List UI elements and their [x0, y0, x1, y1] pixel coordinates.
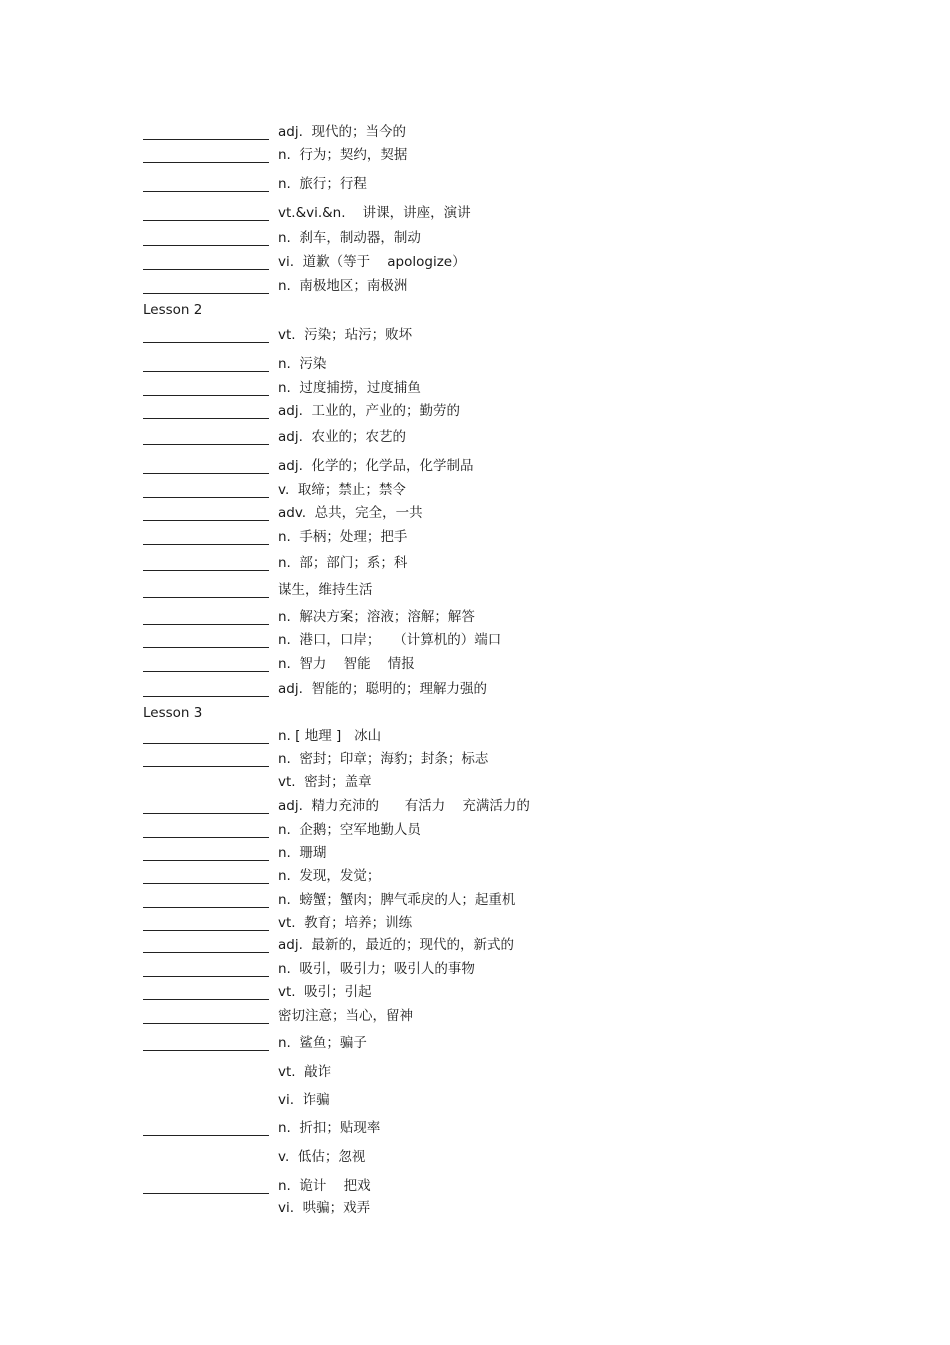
vocab-entry-row — [143, 1061, 843, 1081]
definition-text: n. 企鹅；空军地勤人员 — [278, 822, 421, 838]
vocab-entry-row — [143, 958, 843, 978]
vocab-entry-row — [143, 1197, 843, 1217]
vocab-entry-row — [143, 1032, 843, 1052]
answer-blank[interactable] — [143, 139, 269, 140]
vocab-entry-row — [143, 202, 843, 222]
answer-blank[interactable] — [143, 371, 269, 372]
answer-blank[interactable] — [143, 220, 269, 221]
vocab-entry-row — [143, 889, 843, 909]
definition-text: n. 污染 — [278, 356, 327, 372]
answer-blank[interactable] — [143, 999, 269, 1000]
vocab-entry-row — [143, 1175, 843, 1195]
answer-blank[interactable] — [143, 245, 269, 246]
definition-text: adj. 智能的；聪明的；理解力强的 — [278, 681, 487, 697]
definition-text: vt. 密封；盖章 — [278, 774, 372, 790]
definition-text: v. 低估；忽视 — [278, 1149, 366, 1165]
answer-blank[interactable] — [143, 766, 269, 767]
definition-text: n. 过度捕捞，过度捕鱼 — [278, 380, 421, 396]
vocab-entry-row — [143, 121, 843, 141]
answer-blank[interactable] — [143, 570, 269, 571]
vocab-entry-row — [143, 678, 843, 698]
definition-text: vt. 吸引；引起 — [278, 984, 372, 1000]
definition-text: 密切注意；当心，留神 — [278, 1008, 413, 1024]
answer-blank[interactable] — [143, 883, 269, 884]
definition-text: vi. 道歉（等于 apologize） — [278, 254, 466, 270]
definition-text: adj. 最新的，最近的；现代的，新式的 — [278, 937, 514, 953]
vocab-entry-row — [143, 377, 843, 397]
vocab-entry-row — [143, 400, 843, 420]
definition-text: n. 密封；印章；海豹；封条；标志 — [278, 751, 489, 767]
answer-blank[interactable] — [143, 395, 269, 396]
definition-text: n. 港口，口岸； （计算机的）端口 — [278, 632, 502, 648]
vocab-entry-row — [143, 1005, 843, 1025]
vocab-entry-row — [143, 426, 843, 446]
lesson-heading: Lesson 3 — [143, 705, 203, 721]
vocab-entry-row — [143, 606, 843, 626]
definition-text: adj. 现代的；当今的 — [278, 124, 406, 140]
lesson-heading: Lesson 2 — [143, 302, 203, 318]
definition-text: vi. 诈骗 — [278, 1092, 330, 1108]
answer-blank[interactable] — [143, 544, 269, 545]
vocab-entry-row — [143, 629, 843, 649]
vocab-entry-row — [143, 251, 843, 271]
definition-text: n. 鲨鱼；骗子 — [278, 1035, 367, 1051]
vocab-entry-row — [143, 934, 843, 954]
definition-text: 谋生，维持生活 — [278, 582, 373, 598]
definition-text: n. 吸引，吸引力；吸引人的事物 — [278, 961, 475, 977]
answer-blank[interactable] — [143, 860, 269, 861]
answer-blank[interactable] — [143, 813, 269, 814]
definition-text: vt. 敲诈 — [278, 1064, 332, 1080]
definition-text: vt. 教育；培养；训练 — [278, 915, 413, 931]
answer-blank[interactable] — [143, 293, 269, 294]
definition-text: n. 发现，发觉； — [278, 868, 381, 884]
vocab-entry-row — [143, 819, 843, 839]
definition-text: adv. 总共，完全，一共 — [278, 505, 423, 521]
definition-text: adj. 化学的；化学品，化学制品 — [278, 458, 474, 474]
answer-blank[interactable] — [143, 1023, 269, 1024]
vocab-entry-row — [143, 479, 843, 499]
vocab-entry-row — [143, 227, 843, 247]
answer-blank[interactable] — [143, 418, 269, 419]
answer-blank[interactable] — [143, 647, 269, 648]
definition-text: adj. 农业的；农艺的 — [278, 429, 406, 445]
answer-blank[interactable] — [143, 1135, 269, 1136]
definition-text: vt. 污染；玷污；败坏 — [278, 327, 413, 343]
vocab-entry-row — [143, 795, 843, 815]
vocab-entry-row — [143, 653, 843, 673]
vocab-entry-row — [143, 912, 843, 932]
definition-text: n. 旅行；行程 — [278, 176, 367, 192]
definition-text: n. 手柄；处理；把手 — [278, 529, 408, 545]
answer-blank[interactable] — [143, 696, 269, 697]
answer-blank[interactable] — [143, 976, 269, 977]
definition-text: n. 诡计 把戏 — [278, 1178, 371, 1194]
vocab-entry-row — [143, 1117, 843, 1137]
vocab-entry-row — [143, 842, 843, 862]
vocab-entry-row — [143, 771, 843, 791]
vocab-entry-row — [143, 748, 843, 768]
vocab-entry-row — [143, 1146, 843, 1166]
answer-blank[interactable] — [143, 444, 269, 445]
answer-blank[interactable] — [143, 597, 269, 598]
definition-text: adj. 精力充沛的 有活力 充满活力的 — [278, 798, 530, 814]
definition-text: vt.&vi.&n. 讲课，讲座，演讲 — [278, 205, 471, 221]
answer-blank[interactable] — [143, 930, 269, 931]
definition-text: n. 珊瑚 — [278, 845, 327, 861]
definition-text: n. 螃蟹；蟹肉；脾气乖戾的人；起重机 — [278, 892, 516, 908]
answer-blank[interactable] — [143, 191, 269, 192]
vocab-entry-row — [143, 502, 843, 522]
definition-text: adj. 工业的，产业的；勤劳的 — [278, 403, 460, 419]
vocab-entry-row — [143, 353, 843, 373]
vocab-entry-row — [143, 981, 843, 1001]
answer-blank[interactable] — [143, 1050, 269, 1051]
answer-blank[interactable] — [143, 671, 269, 672]
answer-blank[interactable] — [143, 743, 269, 744]
answer-blank[interactable] — [143, 162, 269, 163]
definition-text: n. 折扣；贴现率 — [278, 1120, 381, 1136]
vocab-entry-row — [143, 144, 843, 164]
vocab-entry-row — [143, 579, 843, 599]
answer-blank[interactable] — [143, 342, 269, 343]
answer-blank[interactable] — [143, 520, 269, 521]
vocab-entry-row — [143, 526, 843, 546]
answer-blank[interactable] — [143, 624, 269, 625]
definition-text: vi. 哄骗；戏弄 — [278, 1200, 371, 1216]
vocab-entry-row — [143, 725, 843, 745]
answer-blank[interactable] — [143, 473, 269, 474]
vocab-entry-row — [143, 324, 843, 344]
answer-blank[interactable] — [143, 907, 269, 908]
definition-text: n. 智力 智能 情报 — [278, 656, 415, 672]
definition-text: n. [ 地理 ] 冰山 — [278, 728, 382, 744]
definition-text: n. 解决方案；溶液；溶解；解答 — [278, 609, 475, 625]
definition-text: n. 刹车，制动器，制动 — [278, 230, 421, 246]
answer-blank[interactable] — [143, 952, 269, 953]
vocab-entry-row — [143, 173, 843, 193]
definition-text: n. 南极地区；南极洲 — [278, 278, 408, 294]
vocab-entry-row — [143, 275, 843, 295]
answer-blank[interactable] — [143, 269, 269, 270]
definition-text: n. 部；部门；系；科 — [278, 555, 408, 571]
answer-blank[interactable] — [143, 497, 269, 498]
answer-blank[interactable] — [143, 1193, 269, 1194]
vocab-entry-row — [143, 865, 843, 885]
vocab-entry-row — [143, 1089, 843, 1109]
answer-blank[interactable] — [143, 837, 269, 838]
vocab-entry-row — [143, 455, 843, 475]
definition-text: n. 行为；契约，契据 — [278, 147, 408, 163]
definition-text: v. 取缔；禁止；禁令 — [278, 482, 406, 498]
vocab-entry-row — [143, 552, 843, 572]
